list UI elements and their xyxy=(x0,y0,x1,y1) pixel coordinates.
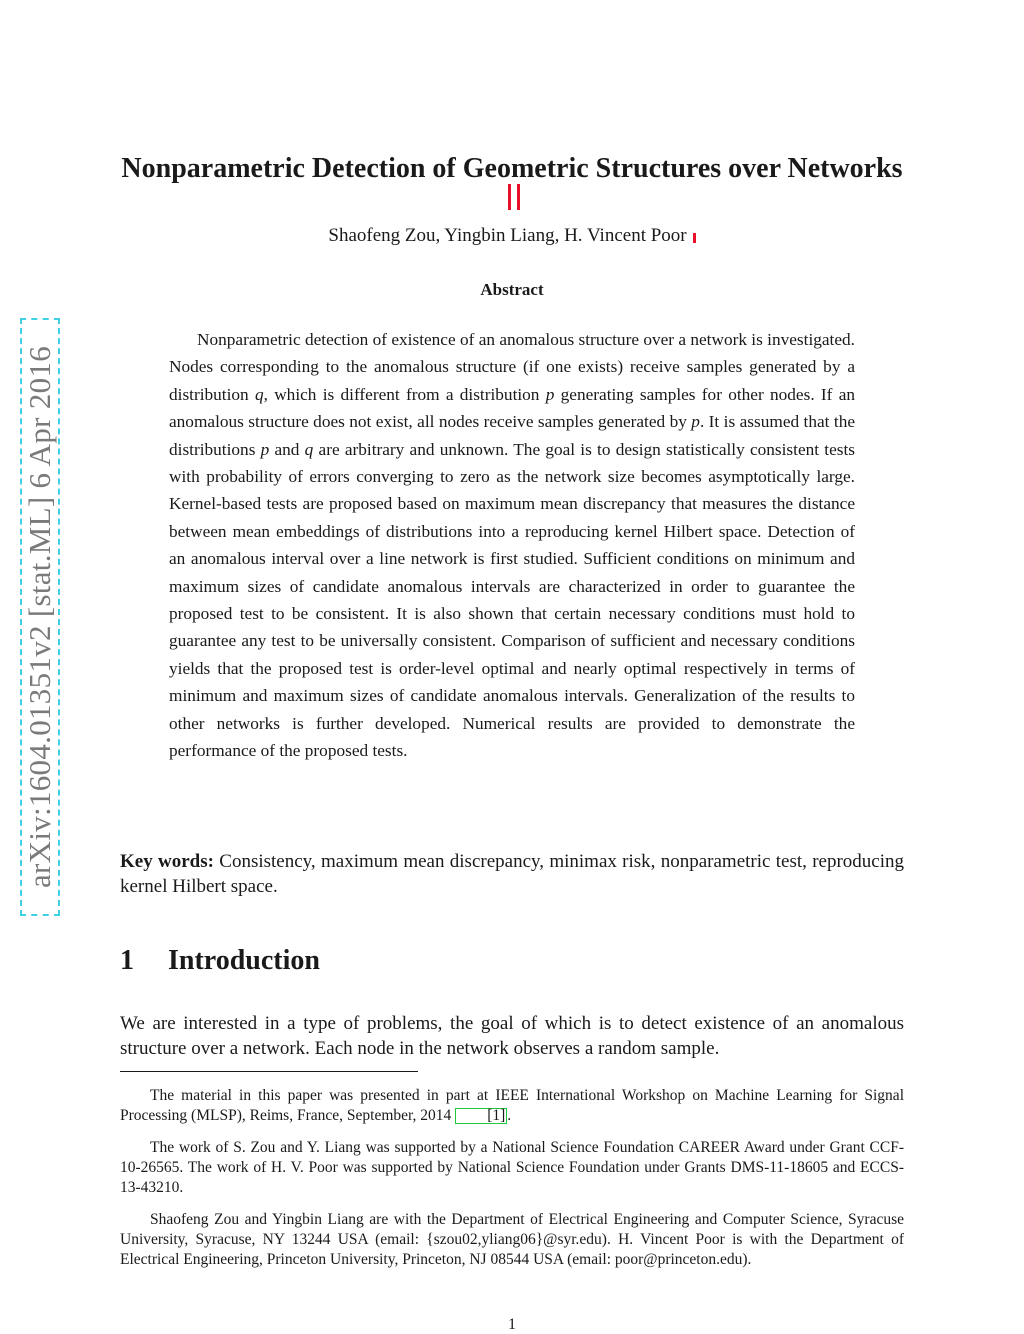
abstract-body xyxy=(169,326,855,765)
footnote-presentation xyxy=(120,1086,904,1126)
keywords-text: Consistency, maximum mean discrepancy, minimax risk, nonparametric test, reproducing kernel Hilbert space. xyxy=(120,851,904,897)
footnote-funding: The work of S. Zou and Y. Liang was supported by a National Science Foundation CAREER Award under Grant CCF-10-26565. The work of H. V. Poor was supported by National Science Foundation under Grants DMS-11-18605 and ECCS-13-43210. xyxy=(120,1139,904,1196)
abstract-text: generating samples for other nodes. If an anomalous structure does not exist, all nodes receive samples generated by xyxy=(169,384,856,432)
keywords xyxy=(120,850,904,899)
math-var-q: q xyxy=(254,384,264,404)
paper-title-text: Nonparametric Detection of Geometric Structures over Networks xyxy=(121,153,903,184)
math-var-p: p xyxy=(691,412,700,432)
arxiv-stamp[interactable] xyxy=(20,318,60,916)
citation-link[interactable]: [1] xyxy=(455,1108,507,1124)
keywords-label: Key words: xyxy=(120,851,214,872)
footnote-affiliations: Shaofeng Zou and Yingbin Liang are with the Department of Electrical Engineering and Computer Science, Syracuse University, Syracuse, NY 13244 USA (email: {szou02,yliang06}@syr.edu). H. Vincent Poor is with the Department of Electrical Engineering, Princeton University, Princeton, NJ 08544 USA (email: poor@princeton.edu). xyxy=(120,1211,904,1268)
title-footnote-marker[interactable] xyxy=(508,184,520,210)
footnote-text: . xyxy=(507,1107,512,1124)
section-number: 1 xyxy=(120,945,134,976)
abstract-text: Nonparametric detection of existence of an anomalous structure over a network is investigated. Nodes corresponding to the anomalous structure (if one exists) receive samples generated by a distribution xyxy=(169,330,855,404)
abstract-text: and xyxy=(269,439,305,459)
introduction-paragraph: We are interested in a type of problems, the goal of which is to detect existence of an anomalous structure over a network. Each node in the network observes a random sample. xyxy=(120,1013,904,1059)
section-title: Introduction xyxy=(168,945,320,976)
abstract-text: , which is different from a distribution xyxy=(263,384,546,404)
page-number: 1 xyxy=(508,1316,516,1333)
footnote-divider xyxy=(120,1071,418,1072)
author-list xyxy=(120,224,904,248)
abstract-heading: Abstract xyxy=(480,280,544,299)
abstract-text: are arbitrary and unknown. The goal is to design statistically consistent tests with probability of errors converging to zero as the network size becomes asymptotically large. Kernel-based tests are proposed based on maximum mean discrepancy that measures the distance between mean embeddings of distributions into a reproducing kernel Hilbert space. Detection of an anomalous interval over a line network is first studied. Sufficient conditions on minimum and maximum sizes of candidate anomalous intervals are characterized in order to guarantee the proposed test to be consistent. It is also shown that certain necessary conditions must hold to guarantee any test to be universally consistent. Comparison of sufficient and necessary conditions yields that the proposed test is order-level optimal and nearly optimal respectively in terms of minimum and maximum sizes of candidate anomalous intervals. Generalization of the results to other networks is further developed. Numerical results are provided to demonstrate the performance of the proposed tests. xyxy=(169,439,856,761)
math-var-q: q xyxy=(304,439,314,459)
paper-title xyxy=(120,154,904,212)
abstract-text: . It is assumed that the distributions xyxy=(169,412,855,459)
author-footnote-marker[interactable] xyxy=(693,233,696,243)
section-heading xyxy=(120,945,320,977)
author-names: Shaofeng Zou, Yingbin Liang, H. Vincent Poor xyxy=(328,225,687,246)
arxiv-identifier[interactable]: arXiv:1604.01351v2 [stat.ML] 6 Apr 2016 xyxy=(22,345,57,889)
math-var-p: p xyxy=(545,384,555,404)
math-var-p: p xyxy=(260,439,270,459)
footnote-text: The material in this paper was presented in part at IEEE International Workshop on Machine Learning for Signal Processing (MLSP), Reims, France, September, 2014 xyxy=(120,1087,904,1124)
